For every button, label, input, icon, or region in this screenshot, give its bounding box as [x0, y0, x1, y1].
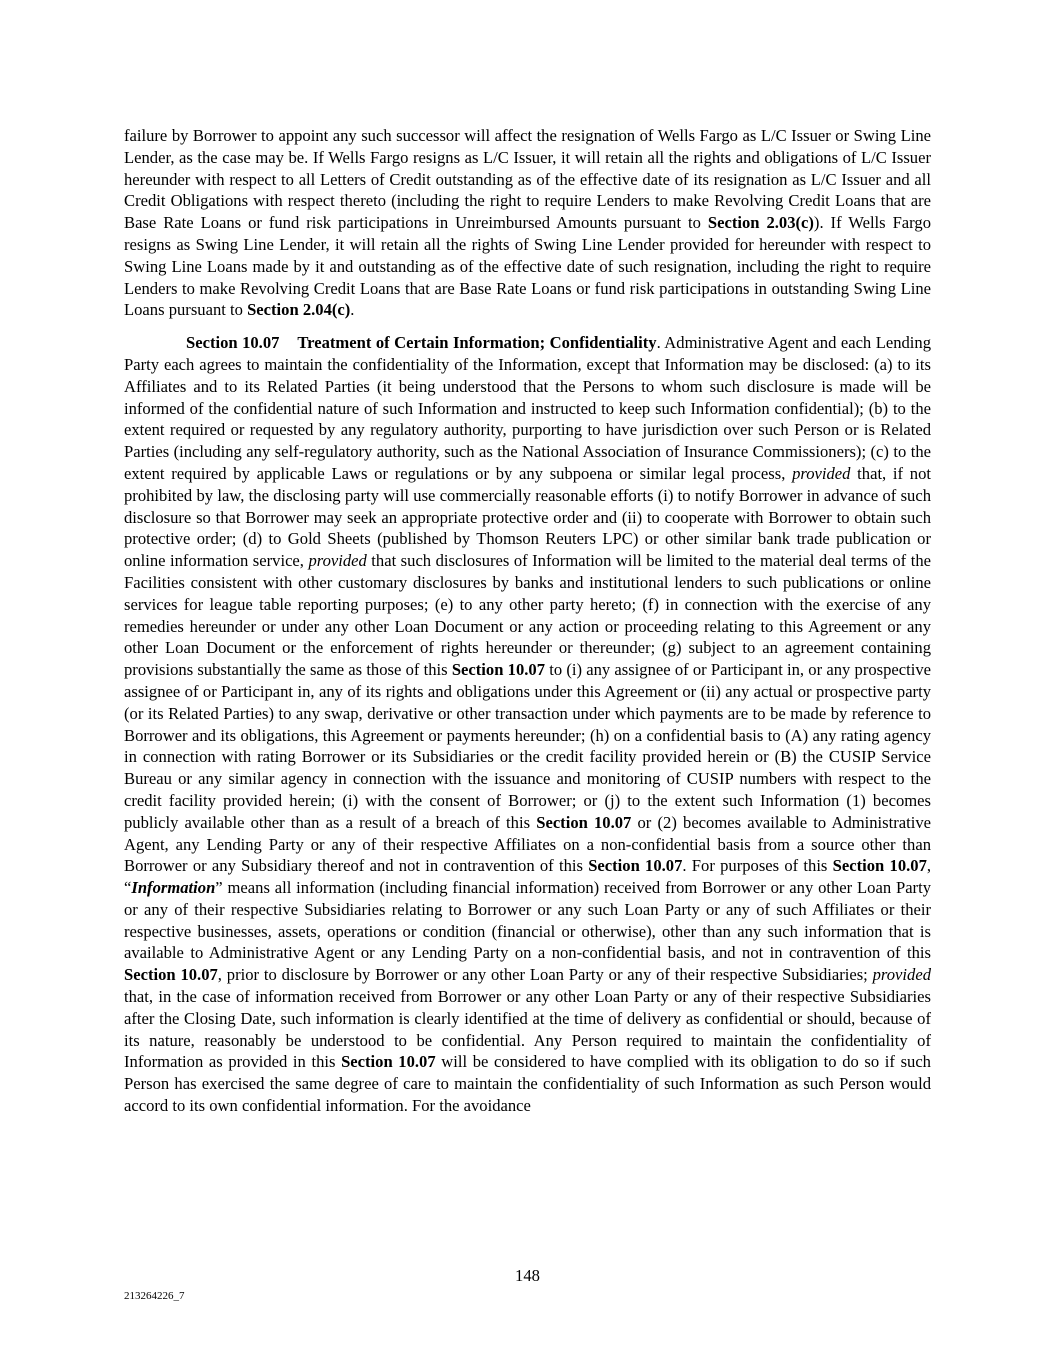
section-reference: Section 10.07 [536, 812, 632, 832]
provided-term: provided [792, 463, 851, 483]
section-reference: Section 10.07 [124, 965, 218, 985]
document-id: 213264226_7 [124, 1290, 185, 1302]
paragraph-section-10-07: Section 10.07 Treatment of Certain Information; Confidentiality. Administrative Agent and each Lending Party each agrees to maintain the confidentiality of the Information, except that Information may be disclosed: (a) to its Affiliates and to its Related Parties (it being understood that the Persons to whom such disclosure is made will be informed of the confidential nature of such Information and instructed to keep such Information confidential); (b) to the extent required or requested by any regulatory authority, purporting to have jurisdiction over such Person or is Related Parties (including any self-regulatory authority, such as the National Association of Insurance Commissioners); (c) to the extent required by applicable Laws or regulations or by any subpoena or similar legal process, provided that, if not prohibited by law, the disclosing party will use commercially reasonable efforts (i) to notify Borrower in advance of such disclosure so that Borrower may seek an appropriate protective order and (ii) to cooperate with Borrower to obtain such protective order; (d) to Gold Sheets (published by Thomson Reuters LPC) or other similar bank trade publication or online information service, provided that such disclosures of Information will be limited to the material deal terms of the Facilities consistent with other customary disclosures by banks and institutional lenders to such publications or online services for league table reporting purposes; (e) to any other party hereto; (f) in connection with the exercise of any remedies hereunder or under any other Loan Document or any action or proceeding relating to this Agreement or any other Loan Document or the enforcement of rights hereunder or thereunder; (g) subject to an agreement containing provisions substantially the same as those of this Section 10.07 to (i) any assignee of or Participant in, or any prospective assignee of or Participant in, any of its rights and obligations under this Agreement or (ii) any actual or prospective party (or its Related Parties) to any swap, derivative or other transaction under which payments are to be made by reference to Borrower and its obligations, this Agreement or payments hereunder; (h) on a confidential basis to (A) any rating agency in connection with rating Borrower or its Subsidiaries or the credit facility provided herein or (B) the CUSIP Service Bureau or any similar agency in connection with the issuance and monitoring of CUSIP numbers with respect to the credit facility provided herein; (i) with the consent of Borrower; or (j) to the extent such Information (1) becomes publicly available other than as a result of a breach of this Section 10.07 or (2) becomes available to Administrative Agent, any Lending Party or any of their respective Affiliates on a non-confidential basis from a source other than Borrower or any Subsidiary thereof and not in contravention of this Section 10.07. For purposes of this Section 10.07, “Information” means all information (including financial information) received from Borrower or any other Loan Party or any of their respective Subsidiaries relating to Borrower or any such Loan Party or any of such Affiliates or their respective businesses, assets, operations or condition (financial or otherwise), other than any such information that is available to Administrative Agent or any Lending Party on a non-confidential basis, and not in contravention of this Section 10.07, prior to disclosure by Borrower or any other Loan Party or any of their respective Subsidiaries; provided that, in the case of information received from Borrower or any other Loan Party or any of their respective Subsidiaries after the Closing Date, such information is clearly identified at the time of delivery as confidential or should, because of its nature, reasonably be understood to be confidential. Any Person required to maintain the confidentiality of Information as provided in this Section 10.07 will be considered to have complied with its obligation to do so if such Person has exercised the same degree of care to maintain the confidentiality of such Information as such Person would accord to its own confidential information. For the avoidance [124, 333, 932, 1116]
paragraph-successor-resignation: failure by Borrower to appoint any such successor will affect the resignation of Wells Fargo as L/C Issuer or Swing Line Lender, as the case may be. If Wells Fargo resigns as L/C Issuer, it will retain all the rights and obligations of L/C Issuer hereunder with respect to all Letters of Credit outstanding as of the effective date of its resignation as L/C Issuer and all Credit Obligations with respect thereto (including the right to require Lenders to make Revolving Credit Loans that are Base Rate Loans or fund risk participations in Unreimbursed Amounts pursuant to Section 2.03(c)). If Wells Fargo resigns as Swing Line Lender, it will retain all the rights of Swing Line Lender provided for hereunder with respect to Swing Line Loans made by it and outstanding as of the effective date of such resignation, including the right to require Lenders to make Revolving Credit Loans that are Base Rate Loans or fund risk participations in outstanding Swing Line Loans pursuant to Section 2.04(c). [124, 126, 931, 320]
section-reference: Section 10.07 [451, 660, 545, 680]
document-body [124, 125, 931, 1117]
section-reference: Section 10.07 [341, 1052, 436, 1072]
section-reference: Section 10.07 [832, 856, 927, 876]
page-number: 148 [515, 1266, 540, 1285]
section-reference: Section 10.07 [588, 856, 683, 876]
section-heading: Treatment of Certain Information; Confidentiality [297, 333, 657, 353]
defined-term-information: Information [131, 878, 216, 898]
provided-term: provided [872, 965, 931, 985]
section-number: Section 10.07 [186, 333, 280, 353]
provided-term: provided [308, 551, 367, 571]
section-heading-spacer [279, 333, 297, 352]
section-reference: Section 2.03(c) [707, 213, 814, 233]
section-reference: Section 2.04(c) [247, 300, 351, 320]
